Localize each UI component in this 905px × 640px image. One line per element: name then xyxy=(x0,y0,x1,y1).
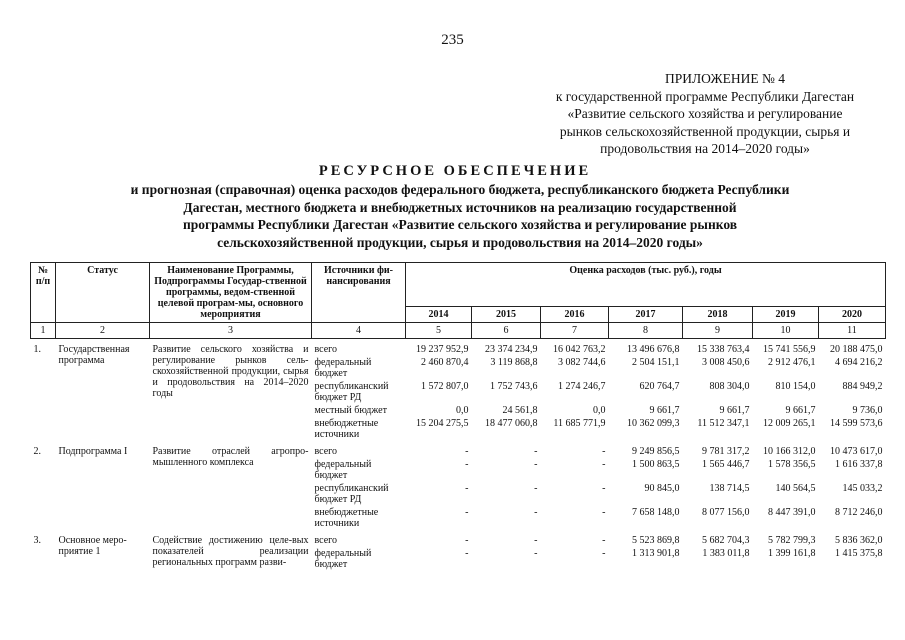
header-year: 2014 xyxy=(406,306,472,322)
expense-value: 11 685 771,9 xyxy=(553,418,606,429)
expense-value: - xyxy=(465,459,469,470)
subtitle-line: Дагестан, местного бюджета и внебюджетных источников на реализацию государственной xyxy=(183,199,737,215)
appendix-heading: ПРИЛОЖЕНИЕ № 4 xyxy=(664,71,786,86)
table-row xyxy=(31,441,886,458)
column-number: 5 xyxy=(406,323,472,339)
expense-value: 3 082 744,6 xyxy=(558,357,606,368)
funding-source: внебюджетные источники xyxy=(314,507,379,529)
expense-value: 10 166 312,0 xyxy=(763,446,816,457)
funding-source: местный бюджет xyxy=(314,405,387,416)
expense-value: - xyxy=(602,535,606,546)
expense-value: 1 572 807,0 xyxy=(421,381,469,392)
header-year: 2020 xyxy=(819,306,886,322)
expense-value: 13 496 676,8 xyxy=(627,344,680,355)
header-year: 2016 xyxy=(541,306,609,322)
expense-value: 1 313 901,8 xyxy=(632,548,680,559)
appendix-line: к государственной программе Республики Дагестан xyxy=(555,88,855,104)
expense-value: - xyxy=(534,483,538,494)
header-status: Статус xyxy=(56,263,150,323)
header-num: № п/п xyxy=(31,263,56,323)
appendix-line: рынков сельскохозяйственной продукции, сырья и xyxy=(559,123,851,139)
expense-value: 3 119 868,8 xyxy=(490,357,538,368)
funding-source: федеральный бюджет xyxy=(314,357,372,379)
page-number: 235 xyxy=(441,32,464,48)
funding-source: республиканский бюджет РД xyxy=(314,381,389,403)
expense-value: 12 009 265,1 xyxy=(763,418,816,429)
expense-value: - xyxy=(534,459,538,470)
expense-value: 145 033,2 xyxy=(842,483,883,494)
column-number: 3 xyxy=(150,323,312,339)
document-title: РЕСУРСНОЕ ОБЕСПЕЧЕНИЕ xyxy=(318,163,592,179)
expense-value: - xyxy=(465,548,469,559)
expense-value: 15 741 556,9 xyxy=(763,344,816,355)
subtitle-line: программы Республики Дагестан «Развитие сельского хозяйства и регулирование рынков xyxy=(182,217,738,232)
section-status: Государственная программа xyxy=(58,344,130,366)
section-number: 2. xyxy=(33,446,41,457)
expense-value: 2 912 476,1 xyxy=(768,357,816,368)
expense-value: 14 599 573,6 xyxy=(830,418,883,429)
expense-value: 1 274 246,7 xyxy=(558,381,606,392)
expense-value: 7 658 148,0 xyxy=(632,507,680,518)
expense-value: 1 500 863,5 xyxy=(632,459,680,470)
column-number: 10 xyxy=(753,323,819,339)
expense-value: 90 845,0 xyxy=(644,483,680,494)
expense-value: 9 661,7 xyxy=(719,405,750,416)
section-name: Развитие сельского хозяйства и регулирование рынков сель-скохозяйственной продукции, сырья и продовольствия на 2014–2020 годы xyxy=(152,344,309,399)
expense-value: 2 460 870,4 xyxy=(421,357,469,368)
expense-value: 8 447 391,0 xyxy=(768,507,816,518)
expense-value: 9 781 317,2 xyxy=(702,446,750,457)
expense-value: 23 374 234,9 xyxy=(485,344,538,355)
header-source: Источники фи-нансирования xyxy=(312,263,406,323)
funding-source: всего xyxy=(314,535,338,546)
expense-value: - xyxy=(465,535,469,546)
column-number: 11 xyxy=(819,323,886,339)
resource-table xyxy=(30,262,886,571)
expense-value: - xyxy=(602,483,606,494)
expense-value: 1 415 375,8 xyxy=(835,548,883,559)
expense-value: - xyxy=(465,446,469,457)
table-row xyxy=(31,530,886,547)
expense-value: 5 682 704,3 xyxy=(702,535,750,546)
column-number: 9 xyxy=(683,323,753,339)
expense-value: - xyxy=(534,548,538,559)
funding-source: республиканский бюджет РД xyxy=(314,483,389,505)
section-number: 1. xyxy=(33,344,41,355)
expense-value: 1 578 356,5 xyxy=(768,459,816,470)
section-number: 3. xyxy=(33,535,41,546)
expense-value: 20 188 475,0 xyxy=(830,344,883,355)
expense-value: 5 782 799,3 xyxy=(768,535,816,546)
header-year: 2018 xyxy=(683,306,753,322)
column-number: 8 xyxy=(609,323,683,339)
appendix-line: продовольствия на 2014–2020 годы» xyxy=(600,141,810,156)
expense-value: 0,0 xyxy=(593,405,606,416)
expense-value: 10 362 099,3 xyxy=(627,418,680,429)
expense-value: - xyxy=(534,446,538,457)
funding-source: федеральный бюджет xyxy=(314,459,372,481)
expense-value: 2 504 151,1 xyxy=(632,357,680,368)
appendix-note xyxy=(520,70,890,158)
expense-value: 8 077 156,0 xyxy=(702,507,750,518)
funding-source: всего xyxy=(314,446,338,457)
section-name: Развитие отраслей агропро-мышленного комплекса xyxy=(152,446,309,468)
expense-value: 19 237 952,9 xyxy=(416,344,469,355)
expense-value: 140 564,5 xyxy=(775,483,816,494)
expense-value: 24 561,8 xyxy=(502,405,538,416)
expense-value: 9 249 856,5 xyxy=(632,446,680,457)
funding-source: внебюджетные источники xyxy=(314,418,379,440)
expense-value: 1 399 161,8 xyxy=(768,548,816,559)
subtitle-line: и прогнозная (справочная) оценка расходов федерального бюджета, республиканского бюджета Республики xyxy=(130,182,790,197)
section-status: Основное меро-приятие 1 xyxy=(58,535,127,557)
expense-value: - xyxy=(602,548,606,559)
appendix-line: «Развитие сельского хозяйства и регулирование xyxy=(567,106,843,121)
expense-value: 3 008 450,6 xyxy=(702,357,750,368)
expense-value: 1 752 743,6 xyxy=(490,381,538,392)
column-number: 4 xyxy=(312,323,406,339)
expense-value: 5 523 869,8 xyxy=(632,535,680,546)
expense-value: 15 338 763,4 xyxy=(697,344,750,355)
expense-value: - xyxy=(534,507,538,518)
expense-value: 9 661,7 xyxy=(649,405,680,416)
column-number: 2 xyxy=(56,323,150,339)
expense-value: - xyxy=(534,535,538,546)
section-name: Содействие достижению целе-вых показателей реализации региональных программ разви- xyxy=(152,535,309,568)
funding-source: всего xyxy=(314,344,338,355)
expense-value: - xyxy=(465,483,469,494)
column-number: 7 xyxy=(541,323,609,339)
expense-value: 138 714,5 xyxy=(709,483,750,494)
expense-value: 16 042 763,2 xyxy=(553,344,606,355)
expense-value: - xyxy=(602,446,606,457)
header-year: 2015 xyxy=(472,306,541,322)
expense-value: 0,0 xyxy=(456,405,469,416)
header-year: 2017 xyxy=(609,306,683,322)
expense-value: 4 694 216,2 xyxy=(835,357,883,368)
subtitle-line: сельскохозяйственной продукции, сырья и продовольствия на 2014–2020 годы» xyxy=(217,234,703,250)
expense-value: 810 154,0 xyxy=(775,381,816,392)
expense-value: 1 383 011,8 xyxy=(702,548,750,559)
expense-value: - xyxy=(602,459,606,470)
expense-value: 1 565 446,7 xyxy=(702,459,750,470)
expense-value: 620 764,7 xyxy=(639,381,680,392)
expense-value: 11 512 347,1 xyxy=(697,418,750,429)
expense-value: 18 477 060,8 xyxy=(485,418,538,429)
expense-value: 808 304,0 xyxy=(709,381,750,392)
section-status: Подпрограмма I xyxy=(58,446,128,457)
table-row xyxy=(31,339,886,357)
column-number: 1 xyxy=(31,323,56,339)
funding-source: федеральный бюджет xyxy=(314,548,372,570)
expense-value: 8 712 246,0 xyxy=(835,507,883,518)
header-estimate: Оценка расходов (тыс. руб.), годы xyxy=(406,263,886,307)
expense-value: 5 836 362,0 xyxy=(835,535,883,546)
expense-value: 15 204 275,5 xyxy=(416,418,469,429)
header-name: Наименование Программы, Подпрограммы Государ-ственной программы, ведом-ственной целевой програм-мы, основного мероприятия xyxy=(150,263,312,323)
column-number: 6 xyxy=(472,323,541,339)
expense-value: 9 736,0 xyxy=(852,405,883,416)
expense-value: 884 949,2 xyxy=(842,381,883,392)
expense-value: 10 473 617,0 xyxy=(830,446,883,457)
expense-value: 9 661,7 xyxy=(785,405,816,416)
expense-value: - xyxy=(602,507,606,518)
expense-value: - xyxy=(465,507,469,518)
document-subtitle xyxy=(70,181,850,251)
header-year: 2019 xyxy=(753,306,819,322)
expense-value: 1 616 337,8 xyxy=(835,459,883,470)
